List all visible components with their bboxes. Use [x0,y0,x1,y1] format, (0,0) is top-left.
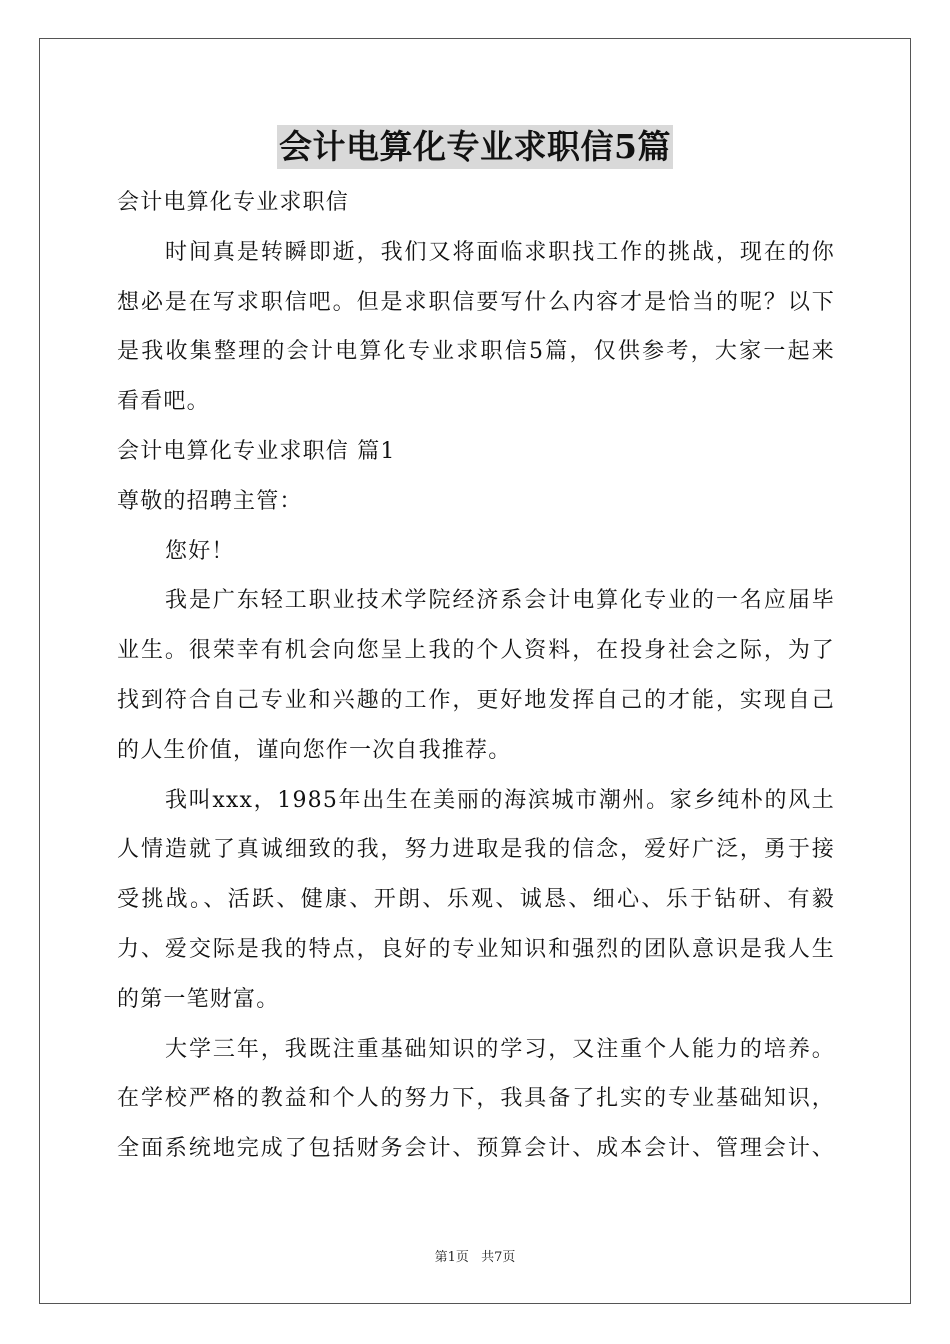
text-line: 的第一笔财富。 [117,986,280,1012]
document-title: 会计电算化专业求职信5篇 [277,125,673,169]
text-line: 您好！ [165,538,235,564]
document-body [117,178,835,1174]
text-line: 会计电算化专业求职信 [117,190,350,215]
text-line: 我叫xxx，1985年出生在美丽的海滨城市潮州。家乡纯朴的风土 [165,787,835,813]
text-line: 业生。很荣幸有机会向您呈上我的个人资料，在投身社会之际，为了 [117,638,835,664]
page-number: 第1页 [434,1250,469,1265]
page-footer [0,1246,950,1265]
text-line: 看看吧。 [117,389,210,415]
text-line: 想必是在写求职信吧。但是求职信要写什么内容才是恰当的呢？以下 [117,289,835,315]
text-line: 会计电算化专业求职信 篇1 [117,438,396,464]
text-line: 人情造就了真诚细致的我，努力进取是我的信念，爱好广泛，勇于接 [117,837,835,863]
text-line: 全面系统地完成了包括财务会计、预算会计、成本会计、管理会计、 [117,1136,835,1162]
title-container [0,125,950,169]
text-line: 的人生价值，谨向您作一次自我推荐。 [117,737,512,763]
page-total: 共7页 [481,1250,516,1265]
text-line: 找到符合自己专业和兴趣的工作，更好地发挥自己的才能，实现自己 [117,687,835,713]
text-line: 大学三年，我既注重基础知识的学习，又注重个人能力的培养。 [165,1036,835,1062]
text-line: 力、爱交际是我的特点，良好的专业知识和强烈的团队意识是我人生 [117,936,835,962]
text-line: 是我收集整理的会计电算化专业求职信5篇，仅供参考，大家一起来 [117,339,835,365]
text-line: 尊敬的招聘主管： [117,488,303,514]
text-line: 我是广东轻工职业技术学院经济系会计电算化专业的一名应届毕 [165,588,835,614]
text-line: 在学校严格的教益和个人的努力下，我具备了扎实的专业基础知识， [117,1086,835,1112]
text-line: 受挑战。、活跃、健康、开朗、乐观、诚恳、细心、乐于钻研、有毅 [117,887,835,913]
text-line: 时间真是转瞬即逝，我们又将面临求职找工作的挑战，现在的你 [165,239,835,265]
